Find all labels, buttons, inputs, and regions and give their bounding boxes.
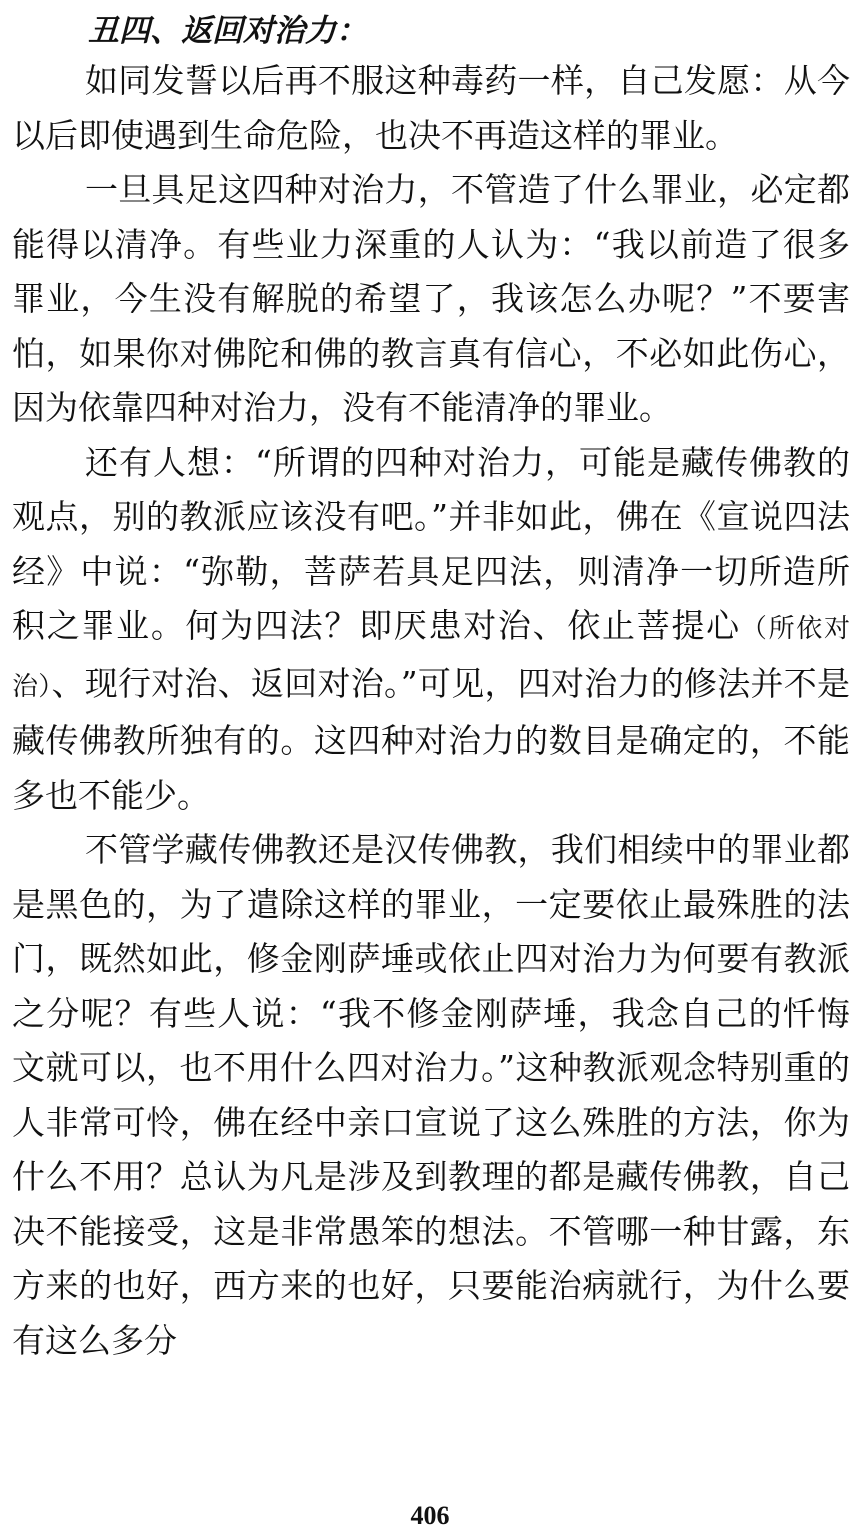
page-body: [12, 8, 850, 1368]
paragraph-3-inline-note: （所依对治）: [12, 614, 850, 702]
paragraph-3-text-a: 还有人想：“所谓的四种对治力，可能是藏传佛教的观点，别的教派应该没有吧。”并非如此，佛在《宣说四法经》中说：“弥勒，菩萨若具足四法，则清净一切所造所积之罪业。何为四法？即厌患对治、依止菩提心: [12, 442, 850, 645]
page-number: 406: [410, 1501, 450, 1530]
paragraph-4: 不管学藏传佛教还是汉传佛教，我们相续中的罪业都是黑色的，为了遣除这样的罪业，一定要依止最殊胜的法门，既然如此，修金刚萨埵或依止四对治力为何要有教派之分呢？有些人说：“我不修金刚萨埵，我念自己的忏悔文就可以，也不用什么四对治力。”这种教派观念特别重的人非常可怜，佛在经中亲口宣说了这么殊胜的方法，你为什么不用？总认为凡是涉及到教理的都是藏传佛教，自己决不能接受，这是非常愚笨的想法。不管哪一种甘露，东方来的也好，西方来的也好，只要能治病就行，为什么要有这么多分: [12, 830, 850, 1360]
paragraph-2: 一旦具足这四种对治力，不管造了什么罪业，必定都能得以清净。有些业力深重的人认为：“我以前造了很多罪业，今生没有解脱的希望了，我该怎么办呢？”不要害怕，如果你对佛陀和佛的教言真有信心，不必如此伤心，因为依靠四种对治力，没有不能清净的罪业。: [12, 170, 850, 427]
paragraph-3: [12, 436, 850, 824]
paragraph-3-text-b: 、现行对治、返回对治。”可见，四对治力的修法并不是藏传佛教所独有的。这四种对治力的数目是确定的，不能多也不能少。: [12, 663, 850, 815]
section-heading: 丑四、返回对治力：: [88, 13, 367, 49]
paragraph-1: 如同发誓以后再不服这种毒药一样，自己发愿：从今以后即使遇到生命危险，也决不再造这样的罪业。: [12, 61, 850, 155]
